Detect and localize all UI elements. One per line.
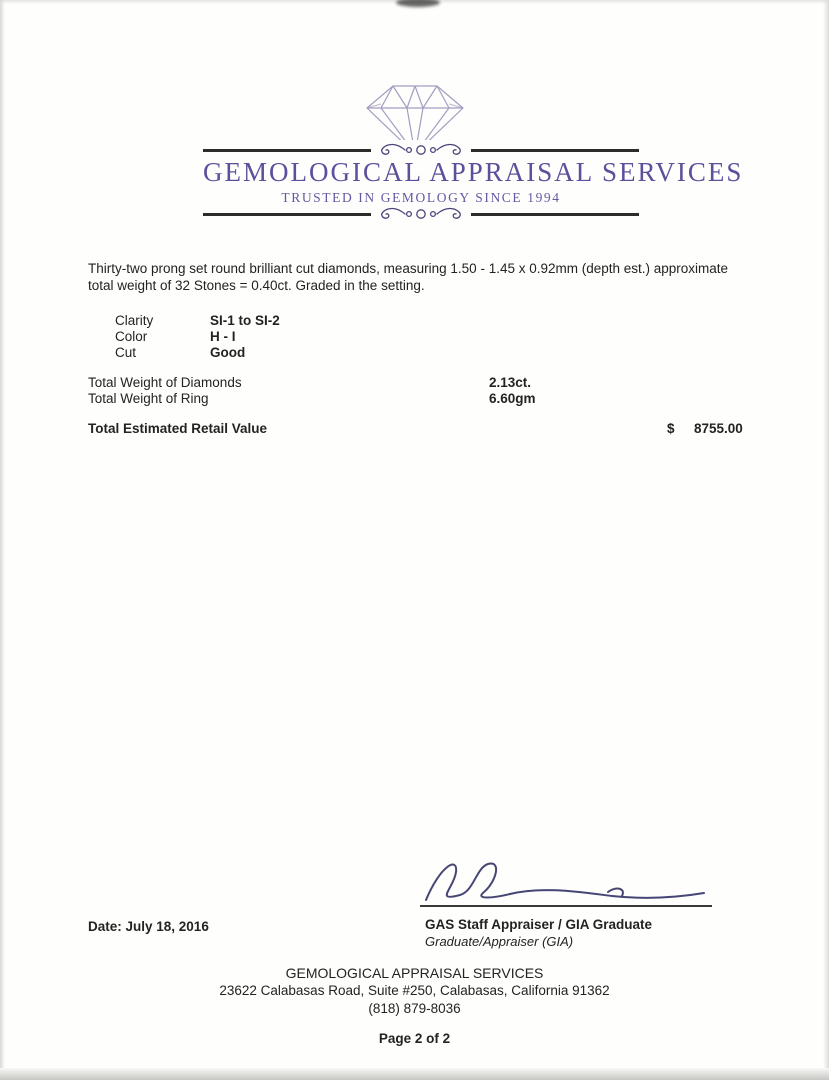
grade-label: Color — [115, 329, 148, 344]
signature-line — [420, 905, 712, 907]
currency-symbol: $ — [667, 421, 675, 436]
brand-header — [203, 149, 744, 216]
retail-amount: 8755.00 — [694, 421, 743, 436]
footer-address: 23622 Calabasas Road, Suite #250, Calabasas, California 91362 — [219, 983, 610, 998]
grade-label: Clarity — [115, 313, 154, 328]
weight-label: Total Weight of Diamonds — [88, 375, 242, 390]
footer-phone: (818) 879-8036 — [368, 1001, 461, 1016]
brand-title: GEMOLOGICAL APPRAISAL SERVICES — [203, 157, 744, 187]
grade-row — [115, 329, 280, 345]
scan-edge-left — [0, 0, 5, 1080]
grade-table — [115, 313, 280, 361]
weight-label: Total Weight of Ring — [88, 391, 209, 406]
grade-value: H - I — [210, 329, 236, 344]
scan-smudge — [396, 0, 440, 7]
header-rule-top — [203, 149, 639, 152]
weight-value: 2.13ct. — [489, 375, 532, 390]
appraiser-subtitle: Graduate/Appraiser (GIA) — [425, 934, 574, 949]
retail-value-row — [88, 421, 758, 436]
document-footer — [0, 964, 829, 1048]
date-label: Date: July 18, 2016 — [88, 919, 209, 934]
scroll-ornament-icon — [371, 140, 471, 161]
grade-value: SI-1 to SI-2 — [210, 313, 280, 328]
footer-company: GEMOLOGICAL APPRAISAL SERVICES — [285, 965, 544, 981]
weight-row — [88, 391, 688, 407]
weight-value: 6.60gm — [489, 391, 536, 406]
page-indicator: Page 2 of 2 — [378, 1031, 451, 1046]
header-rule-bottom — [203, 213, 639, 216]
grade-row — [115, 313, 280, 329]
appraiser-block — [425, 916, 652, 950]
weight-table — [88, 375, 688, 407]
grade-value: Good — [210, 345, 246, 360]
scroll-ornament-icon — [371, 204, 471, 225]
weight-row — [88, 375, 688, 391]
item-description: Thirty-two prong set round brilliant cut diamonds, measuring 1.50 - 1.45 x 0.92mm (depth est.) approximate total weight of 32 Stones = 0.40ct. Graded in the setting. — [88, 261, 729, 293]
brand-tagline: TRUSTED IN GEMOLOGY SINCE 1994 — [281, 190, 561, 205]
scan-edge-bottom — [0, 1068, 829, 1080]
appraiser-title: GAS Staff Appraiser / GIA Graduate — [425, 917, 653, 932]
scan-edge-right — [823, 0, 829, 1080]
retail-value-label: Total Estimated Retail Value — [88, 421, 268, 436]
grade-label: Cut — [115, 345, 137, 360]
appraiser-signature — [412, 852, 717, 910]
grade-row — [115, 345, 280, 361]
